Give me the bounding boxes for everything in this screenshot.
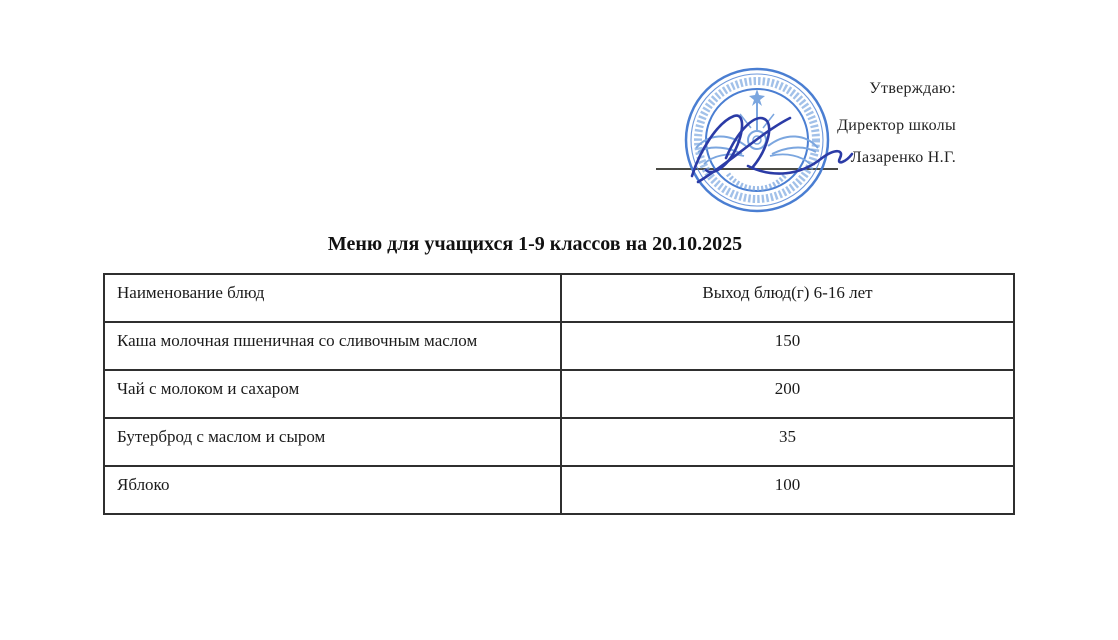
director-name: Лазаренко Н.Г. [850,149,956,166]
table-row [104,322,1014,370]
dish-name-cell: Бутерброд с маслом и сыром [104,418,561,466]
dish-output-cell: 35 [561,418,1014,466]
menu-table [103,273,1015,515]
page-title: Меню для учащихся 1-9 классов на 20.10.2025 [327,233,743,255]
output-column-header: Выход блюд(г) 6-16 лет [561,274,1014,322]
dish-name-cell: Каша молочная пшеничная со сливочным маслом [104,322,561,370]
table-row [104,418,1014,466]
table-row [104,370,1014,418]
dish-name-cell: Чай с молоком и сахаром [104,370,561,418]
director-title: Директор школы [837,117,956,134]
dish-output-cell: 200 [561,370,1014,418]
table-header-row [104,274,1014,322]
dish-output-cell: 100 [561,466,1014,514]
school-seal-stamp [640,60,900,220]
dish-name-cell: Яблоко [104,466,561,514]
table-row [104,466,1014,514]
approval-word: Утверждаю: [869,80,956,97]
dish-output-cell: 150 [561,322,1014,370]
dish-column-header: Наименование блюд [104,274,561,322]
